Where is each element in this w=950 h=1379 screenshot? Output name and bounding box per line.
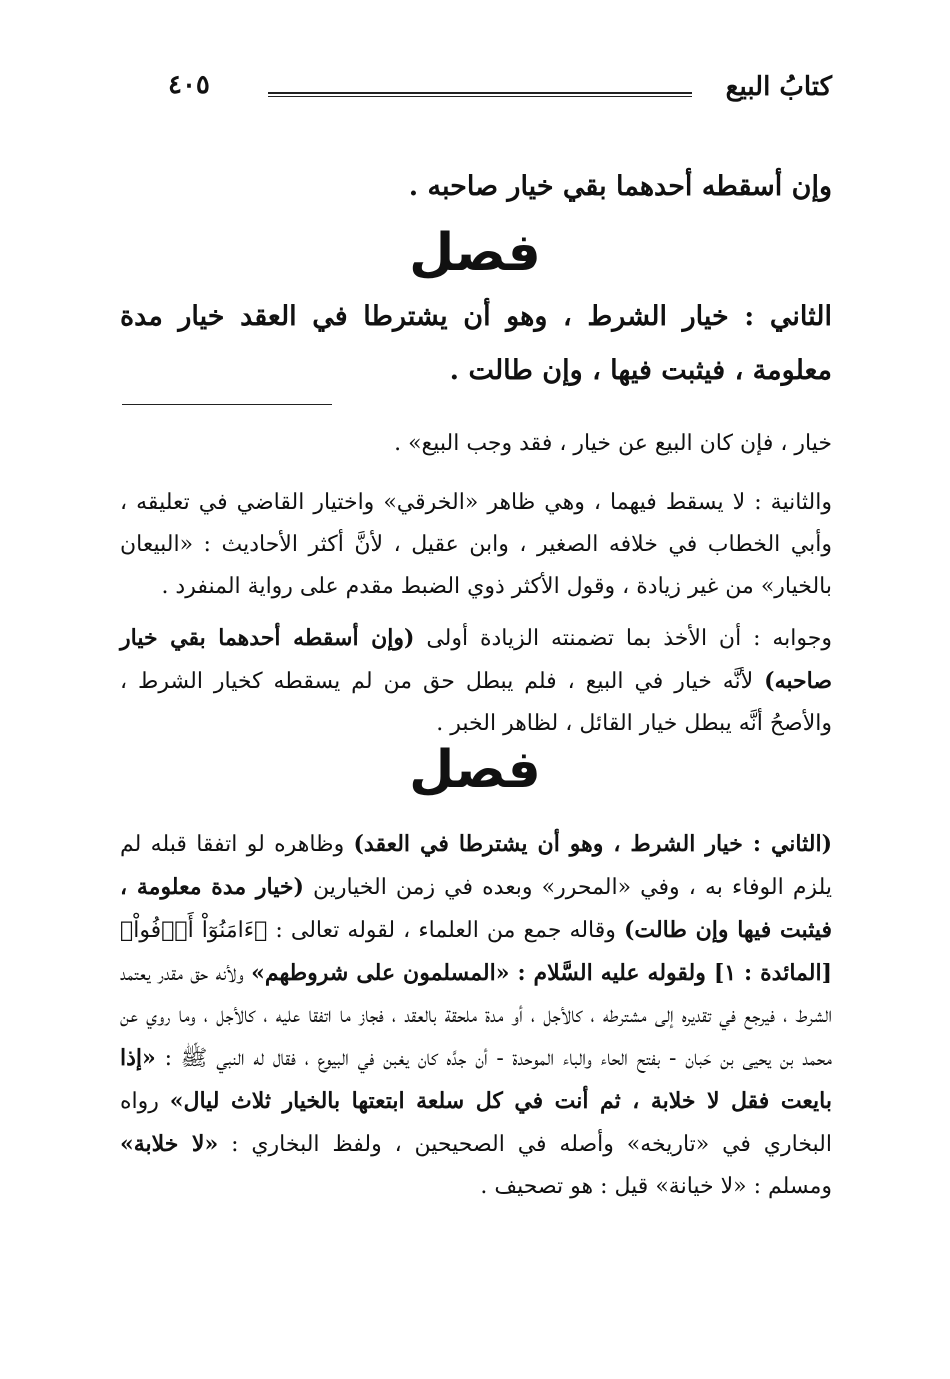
quoted-matn: (خيار مدة معلومة ، فيثبت فيها وإن طالت) (120, 874, 832, 943)
page-header (168, 62, 832, 110)
hadith-quote: «إذا بايعت فقل لا خلابة ، ثم أنت في كل سلعة ابتعتها بالخيار ثلاث ليال» (120, 1045, 832, 1114)
commentary-paragraph-1 (120, 423, 832, 465)
main-text-line: وإن أسقطه أحدهما بقي خيار صاحبه . (408, 171, 832, 202)
commentary-run: لأنَّه خيار في البيع ، فلم يبطل حق من لم يسقطه كخيار الشرط ، والأصحُ أنَّه يبطل خيار القائل ، لظاهر الخبر . (120, 669, 832, 736)
commentary-run: وظاهره لو اتفقا قبله لم يلزم الوفاء به ، وفي «المحرر» وبعده في زمن الخيارين (120, 832, 832, 900)
hadith-quote: «لا خلابة» (120, 1131, 219, 1157)
commentary-paragraph-3 (120, 617, 832, 745)
commentary-text: خيار ، فإن كان البيع عن خيار ، فقد وجب البيع» . (394, 431, 832, 456)
section-heading: فصل (409, 223, 541, 283)
quoted-matn: (وإن أسقطه أحدهما بقي خيار صاحبه) (120, 625, 832, 694)
footnote-separator (122, 404, 332, 405)
page-number: ٤٠٥ (168, 70, 210, 100)
commentary-text: والثانية : لا يسقط فيهما ، وهي ظاهر «الخرقي» واختيار القاضي في تعليقه ، وأبي الخطاب في خلافه الصغير ، وابن عقيل ، لأنَّ أكثر الأحاديث : «البيعان بالخيار» من غير زيادة ، وقول الأكثر ذوي الضبط مقدم على رواية المنفرد . (120, 490, 832, 599)
main-text-paragraph: الثاني : خيار الشرط ، وهو أن يشترطا في العقد خيار مدة معلومة ، فيثبت فيها ، وإن طالت . (120, 301, 832, 386)
commentary-run: وقاله جمع من العلماء ، لقوله تعالى : ﴿ءَامَنُوٓاْ أَوۡفُواْ﴾ (120, 918, 624, 943)
commentary-run: رواه البخاري في «تاريخه» وأصله في الصحيحين ، ولفظ البخاري : (120, 1089, 832, 1157)
section-heading: فصل (409, 740, 541, 800)
commentary-run: وجوابه : أن الأخذ بما تضمنته الزيادة أولى (414, 626, 832, 651)
commentary-run: ولأنه حق مقدر يعتمد الشرط ، فيرجع في تقديره إلى مشترطه ، كالأجل ، أو مدة ملحقة بالعقد ، فجاز ما اتفقا عليه ، كالأجل ، وما روي عن محمد بن يحيى بن حَبان - بفتح الحاء والباء الموحدة - أن جدَّه كان يغبن في البيوع ، فقال له النبي ﷺ : (120, 961, 832, 1071)
commentary-paragraph-4 (120, 823, 832, 1208)
commentary-paragraph-2 (120, 482, 832, 608)
commentary-text (120, 617, 832, 745)
header-rule (268, 92, 692, 97)
commentary-run: ومسلم : «لا خيانة» قيل : هو تصحيف . (480, 1174, 832, 1199)
quoted-matn: (الثاني : خيار الشرط ، وهو أن يشترطا في العقد) (353, 831, 832, 857)
book-title: كتابُ البيع (725, 72, 832, 102)
quoted-matn: [المائدة : ١] ولقوله عليه السَّلام : «المسلمون على شروطهم» (251, 960, 832, 986)
commentary-text (120, 823, 832, 1208)
